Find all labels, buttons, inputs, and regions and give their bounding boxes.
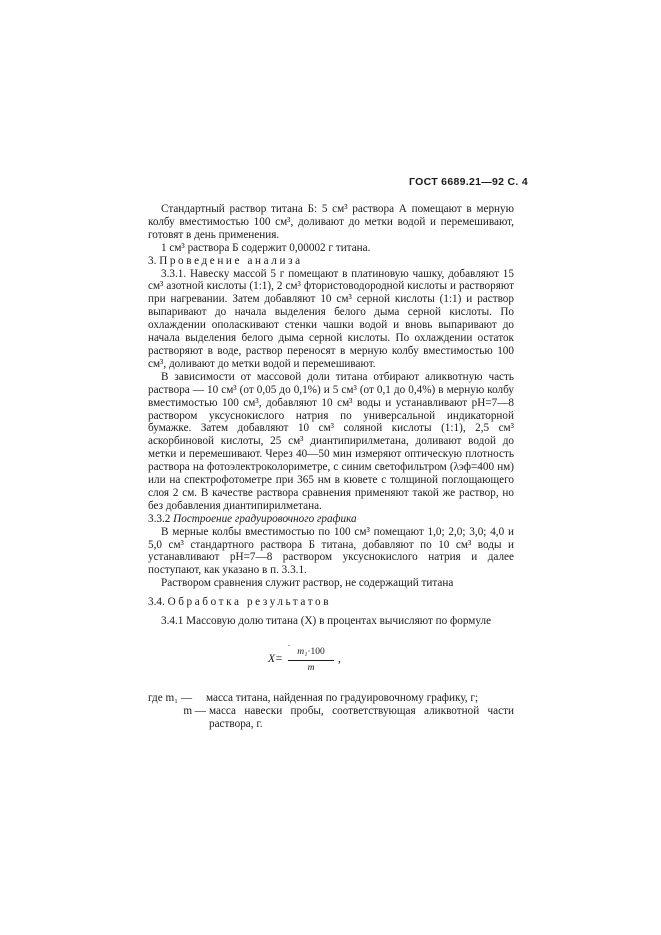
paragraph-aliquot: В зависимости от массовой доли титана отбирают аликвотную часть раствора — 10 см³ (от 0,05 до 0,1%) и 5 см³ (от 0,1 до 0,4%) в мерную колбу вместимостью 100 см³, добавляют 10 см³ воды и устанавливают pH=7—8 раствором уксуснокислого натрия по универсальной индикаторной бумажке. Затем добавляют 10 см³ соляной кислоты (1:1), 2,5 см³ аскорбиновой кислоты, 25 см³ диантипирилметана, доливают водой до метки и перемешивают. Через 40—50 мин измеряют оптическую плотность раствора на фотоэлектроколориметре, с синим светофильтром (λэф=400 нм) или на спектрофотометре при 365 нм в кювете с толщиной поглощающего слоя 2 см. В качестве раствора сравнения применяют такой же раствор, но без добавления диантипирилметана. bbox=[148, 370, 514, 512]
section-number: 3. bbox=[148, 254, 157, 267]
section-title: Обработка результатов bbox=[167, 596, 332, 609]
section-number: 3.3.2 bbox=[148, 512, 171, 525]
formula-tail: , bbox=[338, 653, 341, 665]
definition-text: масса титана, найденная по градуировочному графику, г; bbox=[206, 692, 479, 704]
paragraph-3-3-1: 3.3.1. Навеску массой 5 г помещают в платиновую чашку, добавляют 15 см³ азотной кислоты (1:1), 2 см³ фтористоводородной кислоты и растворяют при нагревании. Затем добавляют 10 см³ серной кислоты (1:1) и раствор выпаривают до начала выделения белого дыма серной кислоты. По охлаждении ополаскивают стенки чашки водой и вновь выпаривают до начала выделения белого дыма серной кислоты. По охлаждении остаток растворяют в воде, раствор переносят в мерную колбу вместимостью 100 см³, доливают до метки водой и перемешивают. bbox=[148, 267, 514, 370]
paragraph-standard-solution: Стандартный раствор титана Б: 5 см³ раствора А помещают в мерную колбу вместимостью 100 см³, доливают до метки водой и перемешивают, готовят в день применения. bbox=[148, 203, 514, 241]
formula-fraction bbox=[288, 646, 334, 675]
section-heading-analysis bbox=[148, 255, 514, 268]
paragraph-3-4-1: 3.4.1 Массовую долю титана (X) в процентах вычисляют по формуле bbox=[161, 615, 492, 628]
paragraph-reference-solution: Раствором сравнения служит раствор, не содержащий титана bbox=[161, 577, 454, 590]
paragraph-solution-content: 1 см³ раствора Б содержит 0,00002 г титана. bbox=[161, 241, 371, 254]
page-header: ГОСТ 6689.21—92 С. 4 bbox=[409, 176, 528, 188]
section-number: 3.4. bbox=[148, 596, 165, 609]
formula-numerator: m₁·100 bbox=[288, 646, 334, 661]
section-heading-calibration bbox=[148, 513, 514, 526]
definition-symbol: m — bbox=[183, 704, 206, 717]
document-body bbox=[148, 203, 514, 731]
definition-m bbox=[148, 705, 514, 731]
section-title: Построение градуировочного графика bbox=[173, 512, 357, 525]
formula-dot: . bbox=[288, 639, 290, 648]
definition-symbol: где m₁ — bbox=[148, 692, 193, 704]
definition-m1 bbox=[148, 692, 514, 705]
section-title: Проведение анализа bbox=[159, 254, 303, 267]
formula-denominator: m bbox=[307, 662, 315, 673]
definition-text: масса навески пробы, соответствующая аликвотной части раствора, г. bbox=[209, 704, 514, 730]
paragraph-3-3-2: В мерные колбы вместимостью по 100 см³ помещают 1,0; 2,0; 3,0; 4,0 и 5,0 см³ стандартного раствора Б титана, добавляют по 10 см³ воды и устанавливают pH=7—8 раствором уксуснокислого натрия и далее поступают, как указано в п. 3.3.1. bbox=[148, 525, 514, 577]
section-heading-results bbox=[148, 596, 514, 609]
formula bbox=[148, 638, 514, 684]
formula-lhs: X= bbox=[268, 653, 283, 665]
